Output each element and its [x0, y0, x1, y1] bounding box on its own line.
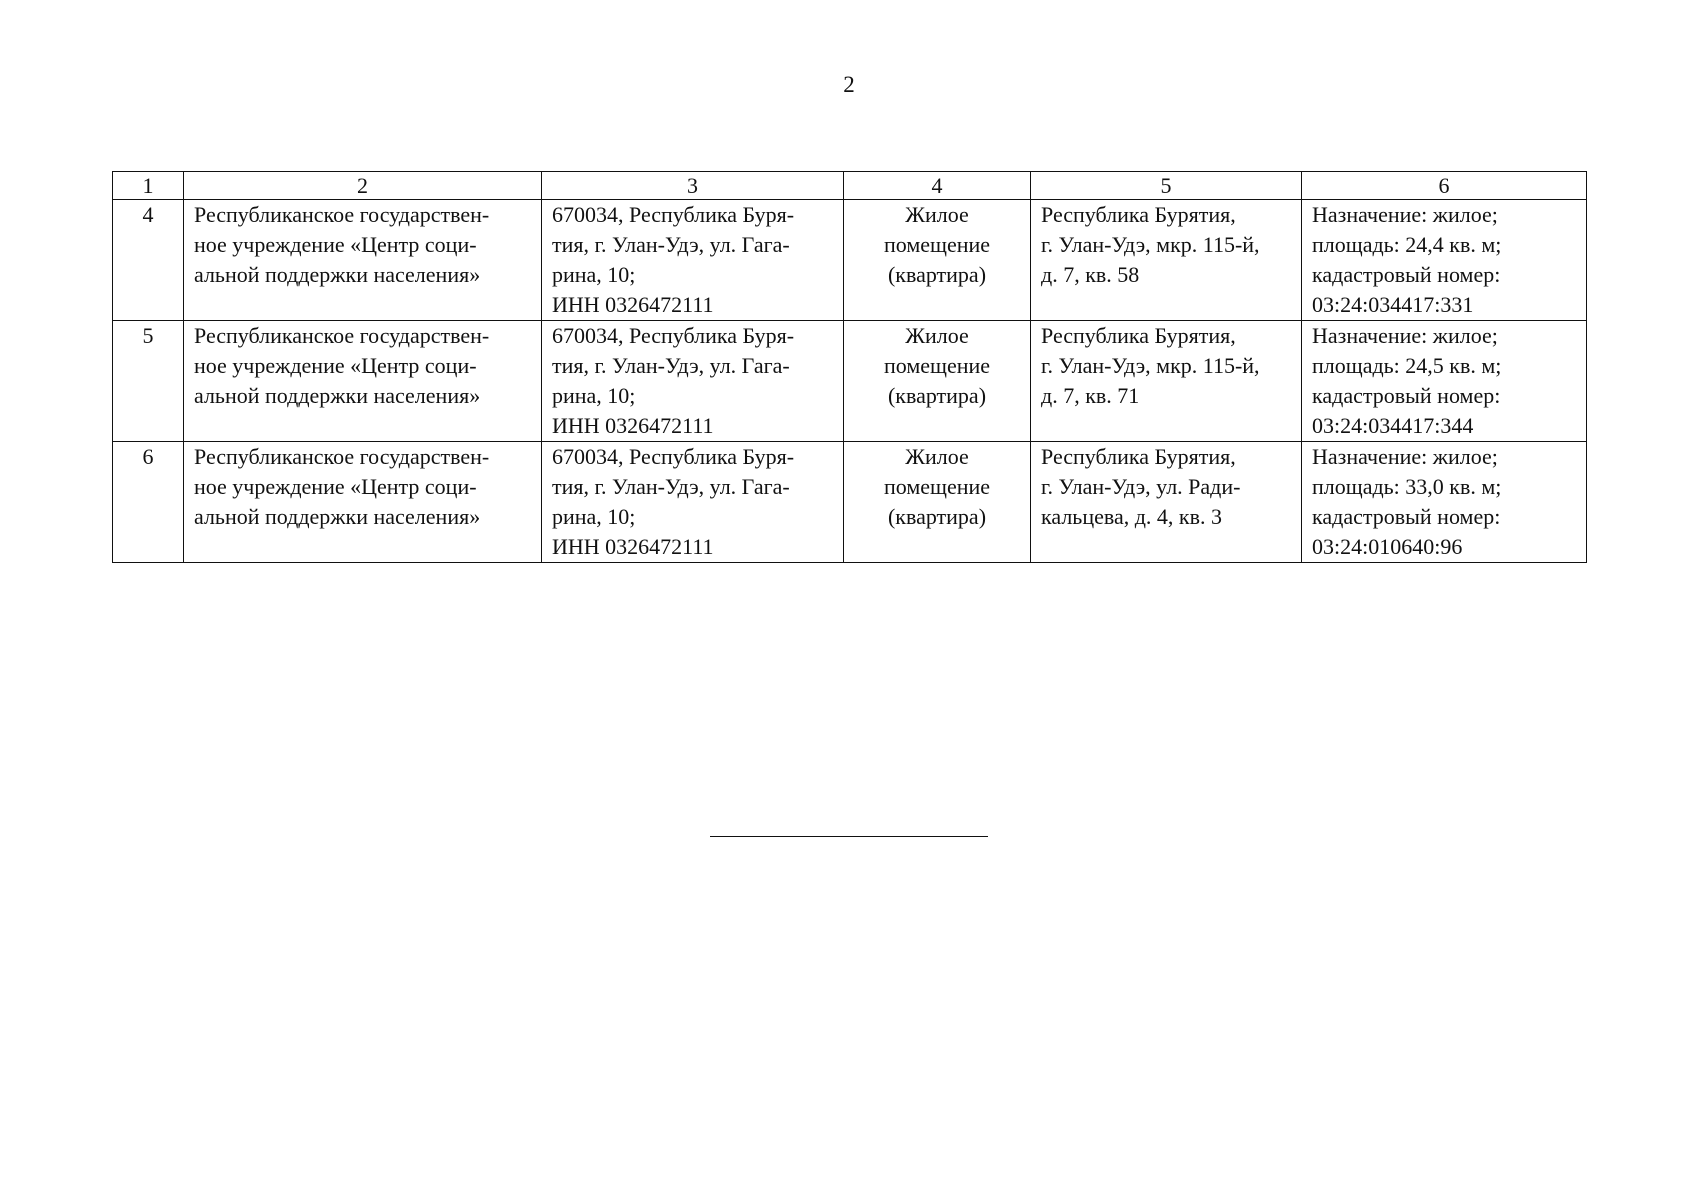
- text-line: д. 7, кв. 71: [1041, 383, 1140, 408]
- text-line: кадастровый номер:: [1312, 383, 1501, 408]
- text-line: Республиканское государствен-: [194, 202, 490, 227]
- column-number: 4: [844, 172, 1031, 200]
- column-number: 1: [113, 172, 184, 200]
- text-line: 670034, Республика Буря-: [552, 444, 795, 469]
- object-address-cell: [1031, 442, 1302, 563]
- text-line: кадастровый номер:: [1312, 262, 1501, 287]
- text-line: Жилое: [905, 202, 969, 227]
- text-line: тия, г. Улан-Удэ, ул. Гага-: [552, 353, 790, 378]
- page-number: 2: [843, 72, 855, 97]
- end-separator-line: [710, 836, 988, 837]
- text-line: 03:24:034417:344: [1312, 413, 1474, 438]
- text-line: 03:24:034417:331: [1312, 292, 1474, 317]
- text-line: рина, 10;: [552, 262, 636, 287]
- text-line: альной поддержки населения»: [194, 504, 481, 529]
- text-line: Жилое: [905, 323, 969, 348]
- column-number: 3: [542, 172, 844, 200]
- row-number: 4: [113, 200, 184, 321]
- text-line: 670034, Республика Буря-: [552, 323, 795, 348]
- text-line: альной поддержки населения»: [194, 262, 481, 287]
- object-address-cell: [1031, 321, 1302, 442]
- column-number: 5: [1031, 172, 1302, 200]
- text-line: Назначение: жилое;: [1312, 444, 1498, 469]
- column-number: 2: [184, 172, 542, 200]
- object-type-cell: [844, 321, 1031, 442]
- object-type-cell: [844, 442, 1031, 563]
- text-line: помещение: [883, 353, 991, 378]
- text-line: (квартира): [887, 262, 987, 287]
- text-line: Республиканское государствен-: [194, 444, 490, 469]
- text-line: рина, 10;: [552, 383, 636, 408]
- text-line: Назначение: жилое;: [1312, 323, 1498, 348]
- text-line: (квартира): [887, 383, 987, 408]
- text-line: 03:24:010640:96: [1312, 534, 1463, 559]
- text-line: рина, 10;: [552, 504, 636, 529]
- text-line: кадастровый номер:: [1312, 504, 1501, 529]
- characteristics-cell: [1302, 321, 1587, 442]
- column-number: 6: [1302, 172, 1587, 200]
- text-line: г. Улан-Удэ, мкр. 115-й,: [1041, 232, 1260, 257]
- text-line: 670034, Республика Буря-: [552, 202, 795, 227]
- object-address-cell: [1031, 200, 1302, 321]
- text-line: ное учреждение «Центр соци-: [194, 232, 477, 257]
- organization-cell: [184, 442, 542, 563]
- text-line: Жилое: [905, 444, 969, 469]
- text-line: ИНН 0326472111: [552, 534, 714, 559]
- text-line: помещение: [883, 232, 991, 257]
- property-table: [112, 171, 1587, 563]
- organization-cell: [184, 321, 542, 442]
- column-number-row: [113, 172, 1587, 200]
- text-line: кальцева, д. 4, кв. 3: [1041, 504, 1222, 529]
- text-line: Республика Бурятия,: [1041, 202, 1236, 227]
- org-address-cell: [542, 200, 844, 321]
- text-line: ИНН 0326472111: [552, 413, 714, 438]
- table-row: [113, 200, 1587, 321]
- text-line: помещение: [883, 474, 991, 499]
- text-line: тия, г. Улан-Удэ, ул. Гага-: [552, 474, 790, 499]
- text-line: площадь: 24,4 кв. м;: [1312, 232, 1502, 257]
- row-number: 6: [113, 442, 184, 563]
- text-line: альной поддержки населения»: [194, 383, 481, 408]
- text-line: Республика Бурятия,: [1041, 323, 1236, 348]
- text-line: Республика Бурятия,: [1041, 444, 1236, 469]
- text-line: ИНН 0326472111: [552, 292, 714, 317]
- organization-cell: [184, 200, 542, 321]
- text-line: площадь: 33,0 кв. м;: [1312, 474, 1502, 499]
- text-line: площадь: 24,5 кв. м;: [1312, 353, 1502, 378]
- text-line: (квартира): [887, 504, 987, 529]
- text-line: д. 7, кв. 58: [1041, 262, 1140, 287]
- text-line: ное учреждение «Центр соци-: [194, 353, 477, 378]
- characteristics-cell: [1302, 442, 1587, 563]
- text-line: Республиканское государствен-: [194, 323, 490, 348]
- text-line: г. Улан-Удэ, ул. Ради-: [1041, 474, 1241, 499]
- text-line: ное учреждение «Центр соци-: [194, 474, 477, 499]
- org-address-cell: [542, 442, 844, 563]
- table-row: [113, 442, 1587, 563]
- text-line: г. Улан-Удэ, мкр. 115-й,: [1041, 353, 1260, 378]
- text-line: тия, г. Улан-Удэ, ул. Гага-: [552, 232, 790, 257]
- object-type-cell: [844, 200, 1031, 321]
- table-row: [113, 321, 1587, 442]
- org-address-cell: [542, 321, 844, 442]
- row-number: 5: [113, 321, 184, 442]
- text-line: Назначение: жилое;: [1312, 202, 1498, 227]
- characteristics-cell: [1302, 200, 1587, 321]
